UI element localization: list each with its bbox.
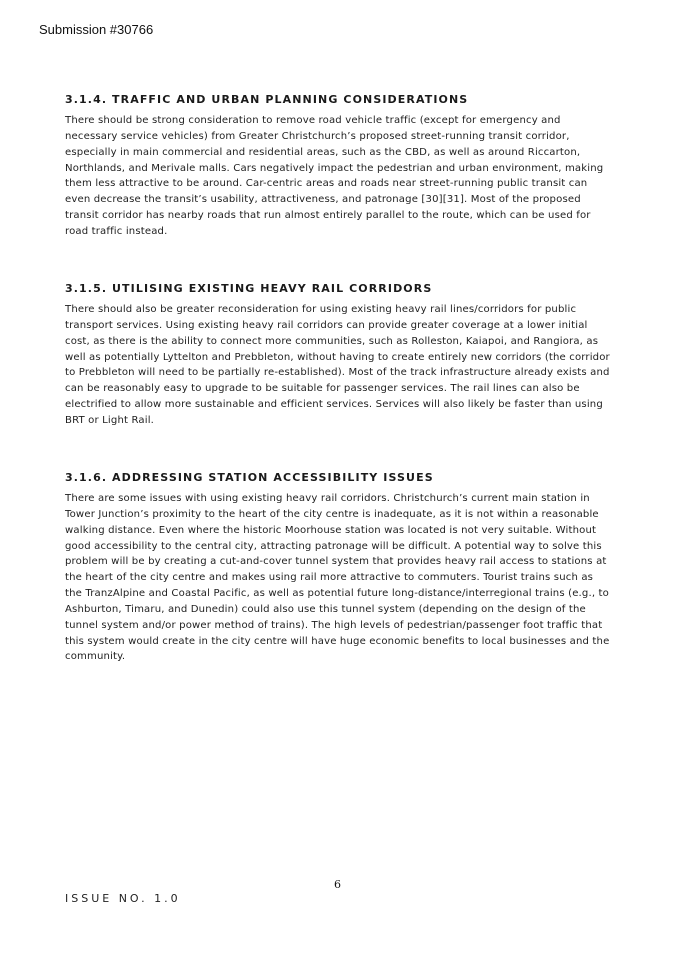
section-heading: 3.1.4. TRAFFIC AND URBAN PLANNING CONSIDERATIONS xyxy=(65,93,469,106)
section-paragraph: There should be strong consideration to remove road vehicle traffic (except for emergency and necessary service vehicles) from Greater Christchurch’s proposed street-running transit corridor, especially in main commercial and residential areas, such as the CBD, as well as around Riccarton, Northlands, and Merivale malls. Cars negatively impact the pedestrian and urban environment, making them less attractive to be around. Car-centric areas and roads near street-running public transit can even decrease the transit’s usability, attractiveness, and patronage [30][31]. Most of the proposed transit corridor has nearby roads that run almost entirely parallel to the route, which can be used for road traffic instead. xyxy=(65,115,604,237)
section-3-1-4 xyxy=(65,93,613,240)
section-3-1-6 xyxy=(65,471,613,665)
section-paragraph: There are some issues with using existing heavy rail corridors. Christchurch’s current main station in Tower Junction’s proximity to the heart of the city centre is inadequate, as it is not within a reasonable walking distance. Even where the historic Moorhouse station was located is not very suitable. Without good accessibility to the central city, attracting patronage will be difficult. A potential way to solve this problem will be by creating a cut-and-cover tunnel system that provides heavy rail access to stations at the heart of the city centre and makes using rail more attractive to commuters. Tourist trains such as the TranzAlpine and Coastal Pacific, as well as potential future long-distance/interregional trains (e.g., to Ashburton, Timaru, and Dunedin) could also use this tunnel system (depending on the design of the tunnel system and/or power method of trains). The high levels of pedestrian/passenger foot traffic that this system would create in the city centre will have huge economic benefits to local businesses and the community. xyxy=(65,493,610,663)
issue-label: ISSUE NO. 1.0 xyxy=(65,892,181,905)
section-paragraph: There should also be greater reconsideration for using existing heavy rail lines/corridors for public transport services. Using existing heavy rail corridors can provide greater coverage at a lower initial cost, as there is the ability to connect more communities, such as Rolleston, Kaiapoi, and Rangiora, as well as potentially Lyttelton and Prebbleton, without having to create entirely new corridors (the corridor to Prebbleton will need to be partially re-established). Most of the track infrastructure already exists and can be reasonably easy to upgrade to be suitable for passenger services. The rail lines can also be electrified to allow more sustainable and efficient services. Services will also likely be faster than using BRT or Light Rail. xyxy=(65,304,610,426)
section-3-1-5 xyxy=(65,282,613,429)
section-heading: 3.1.5. UTILISING EXISTING HEAVY RAIL CORRIDORS xyxy=(65,282,433,295)
section-heading: 3.1.6. ADDRESSING STATION ACCESSIBILITY ISSUES xyxy=(65,471,434,484)
page-number: 6 xyxy=(334,878,341,891)
submission-label: Submission #30766 xyxy=(39,22,154,37)
